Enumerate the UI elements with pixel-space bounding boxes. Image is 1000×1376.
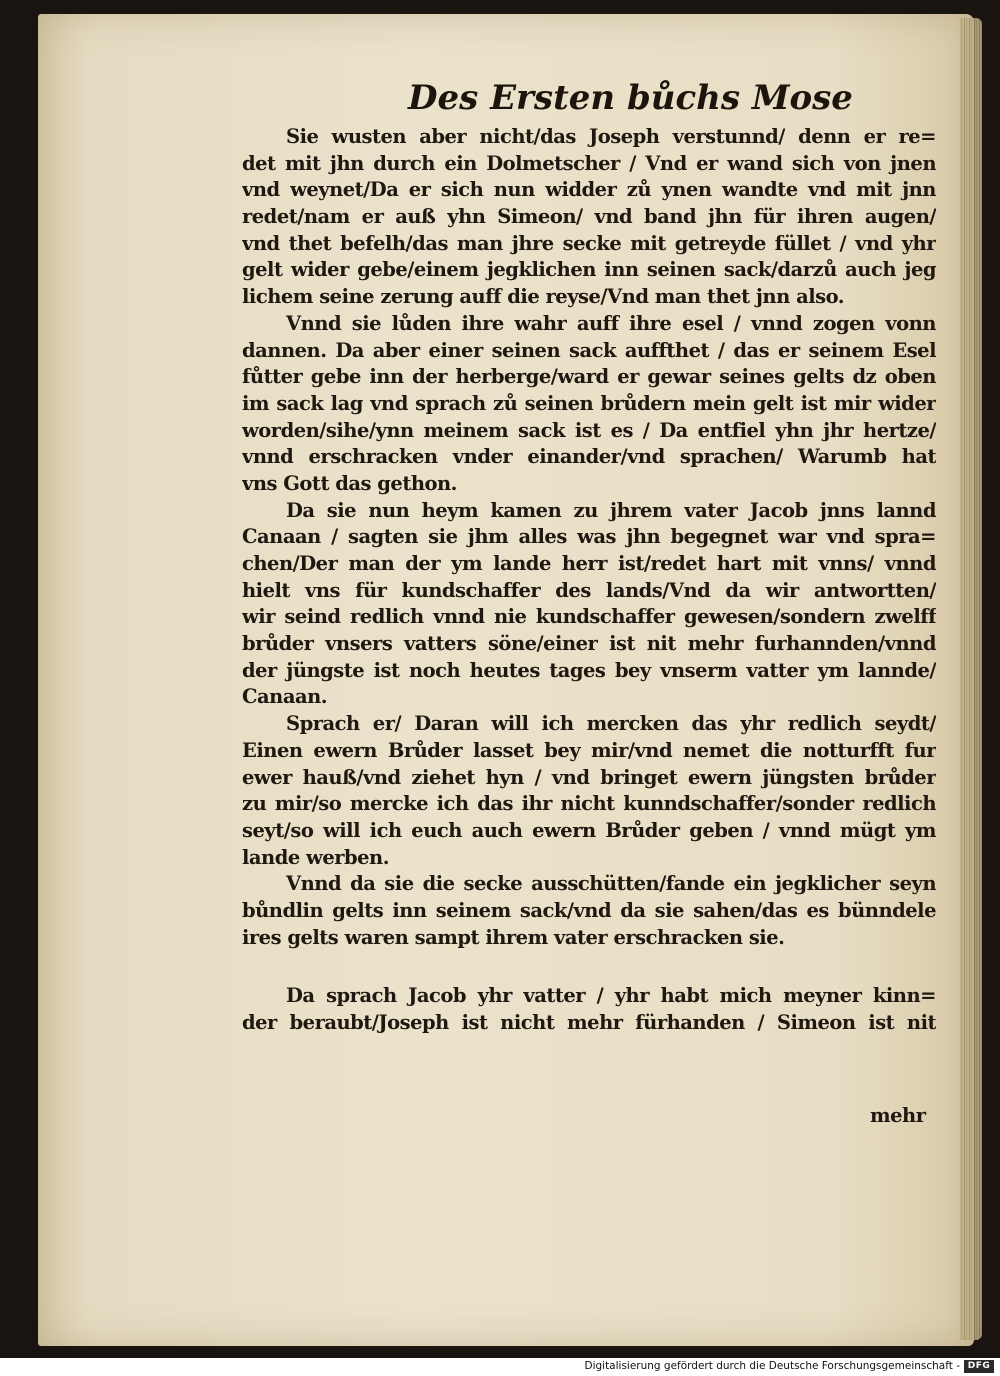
text-line: ewer hauß/vnd ziehet hyn / vnd bringet ewern jüngsten brůder xyxy=(242,765,936,789)
text-line: lichem seine zerung auff die reyse/Vnd man thet jnn also. xyxy=(242,285,845,309)
text-line: redet/nam er auß yhn Simeon/ vnd band jhn für ihren augen/ xyxy=(242,205,936,229)
text-line: worden/sihe/ynn meinem sack ist es / Da entfiel yhn jhr hertze/ xyxy=(242,418,936,442)
text-line: ires gelts waren sampt ihrem vater erschracken sie. xyxy=(242,925,785,949)
text-line: hielt vns für kundschaffer des lands/Vnd da wir antwortten/ xyxy=(242,578,936,602)
text-line: seyt/so will ich euch auch ewern Brůder geben / vnnd mügt ym xyxy=(242,818,936,842)
text-line: Da sie nun heym kamen zu jhrem vater Jacob jnns lannd xyxy=(286,498,936,522)
text-line: wir seind redlich vnnd nie kundschaffer gewesen/sondern zwelff xyxy=(242,605,936,629)
text-line: bůndlin gelts inn seinem sack/vnd da sie sahen/das es bünndele xyxy=(242,898,936,922)
text-line: Vnnd sie lůden ihre wahr auff ihre esel / vnnd zogen vonn xyxy=(286,311,936,335)
text-line: Da sprach Jacob yhr vatter / yhr habt mich meyner kinn= xyxy=(286,984,936,1008)
text-line: lande werben. xyxy=(242,845,390,869)
text-line: vnnd erschracken vnder einander/vnd sprachen/ Warumb hat xyxy=(242,445,936,469)
text-line: dannen. Da aber einer seinen sack auffthet / das er seinem Esel xyxy=(242,338,936,362)
body-text xyxy=(242,124,942,1037)
running-head: Des Ersten bůchs Mose xyxy=(408,78,853,118)
text-line: Canaan / sagten sie jhm alles was jhn begegnet war vnd spra= xyxy=(242,525,936,549)
text-line: Sie wusten aber nicht/das Joseph verstunnd/ denn er re= xyxy=(286,125,936,148)
text-line: Vnnd da sie die secke ausschütten/fande ein jegklicher seyn xyxy=(286,872,936,896)
text-line: Sprach er/ Daran will ich mercken das yhr redlich seydt/ xyxy=(286,712,936,736)
text-line: vnd weynet/Da er sich nun widder zů ynen wandte vnd mit jnn xyxy=(242,178,936,202)
text-line: im sack lag vnd sprach zů seinen brůdern mein gelt ist mir wider xyxy=(242,391,936,415)
paragraph-gap xyxy=(242,951,942,983)
text-line: vns Gott das gethon. xyxy=(242,471,457,495)
text-line: zu mir/so mercke ich das ihr nicht kunndschaffer/sonder redlich xyxy=(242,792,936,816)
text-line: brůder vnsers vatters söne/einer ist nit mehr furhannden/vnnd xyxy=(242,632,936,656)
text-line: chen/Der man der ym lande herr ist/redet hart mit vnns/ vnnd xyxy=(242,552,936,575)
page-edge-stack xyxy=(960,18,982,1340)
text-line: gelt wider gebe/einem jegklichen inn seinen sack/darzů auch jeg xyxy=(242,258,936,282)
text-line: Einen ewern Brůder lasset bey mir/vnd nemet die notturfft fur xyxy=(242,738,936,762)
text-line: der beraubt/Joseph ist nicht mehr fürhanden / Simeon ist nit xyxy=(242,1011,936,1034)
text-line: fůtter gebe inn der herberge/ward er gewar seines gelts dz oben xyxy=(242,365,936,389)
text-line: der jüngste ist noch heutes tages bey vnserm vatter ym lannde/ xyxy=(242,658,936,682)
catchword: mehr xyxy=(870,1104,926,1127)
funding-credit: Digitalisierung gefördert durch die Deutsche Forschungsgemeinschaft - xyxy=(584,1360,960,1372)
text-line: Canaan. xyxy=(242,685,328,709)
text-line: det mit jhn durch ein Dolmetscher / Vnd er wand sich von jnen xyxy=(242,151,936,175)
text-line: vnd thet befelh/das man jhre secke mit getreyde füllet / vnd yhr xyxy=(242,231,936,255)
dfg-logo: DFG xyxy=(964,1360,994,1373)
